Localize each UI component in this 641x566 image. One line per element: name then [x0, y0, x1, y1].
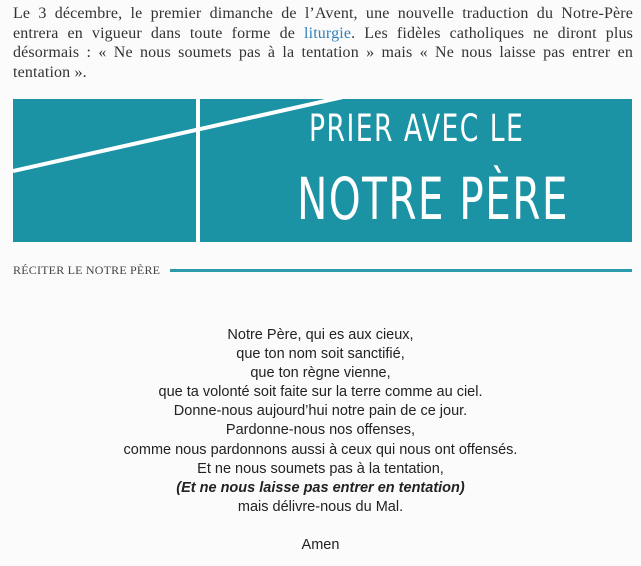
prayer-line: Notre Père, qui es aux cieux, [227, 327, 414, 343]
section-divider [170, 269, 632, 272]
banner-title-line1: PRIER AVEC LE [309, 107, 525, 150]
liturgie-link[interactable]: liturgie [304, 24, 352, 42]
intro-text-start: Le 3 décembre, le premier dimanche de l’Avent, une nouvelle traduction du Notre-Père entrera en vigueur dans toute forme de [13, 5, 633, 42]
prayer-line: mais délivre-nous du Mal. [237, 498, 404, 515]
prayer-text [0, 326, 641, 555]
prayer-line: comme nous pardonnons aussi à ceux qui nous ont offensés. [123, 441, 518, 458]
prayer-line: que ta volonté soit faite sur la terre comme au ciel. [158, 384, 483, 401]
banner-diagonal-line [13, 99, 343, 171]
prayer-line-new-translation: (Et ne nous laisse pas entrer en tentation) [176, 479, 465, 496]
prayer-spacer [0, 517, 641, 536]
prayer-line: Donne-nous aujourd’hui notre pain de ce jour. [173, 403, 468, 420]
prayer-line: Et ne nous soumets pas à la tentation, [197, 460, 444, 477]
prayer-line: que ton règne vienne, [250, 365, 391, 382]
prier-avec-le-notre-pere-banner [13, 99, 632, 242]
intro-paragraph [13, 4, 633, 82]
banner-title-line2: NOTRE PÈRE [297, 165, 569, 233]
section-title: RÉCITER LE NOTRE PÈRE [13, 262, 161, 277]
section-header [13, 261, 632, 279]
intro-text-end: . Les fidèles catholiques ne diront plus désormais : « Ne nous soumets pas à la tentation » mais « Ne nous laisse pas entrer en tentation ». [13, 24, 633, 81]
prayer-amen: Amen [301, 537, 340, 554]
prayer-line: Pardonne-nous nos offenses, [225, 422, 416, 439]
prayer-line: que ton nom soit sanctifié, [236, 346, 405, 363]
